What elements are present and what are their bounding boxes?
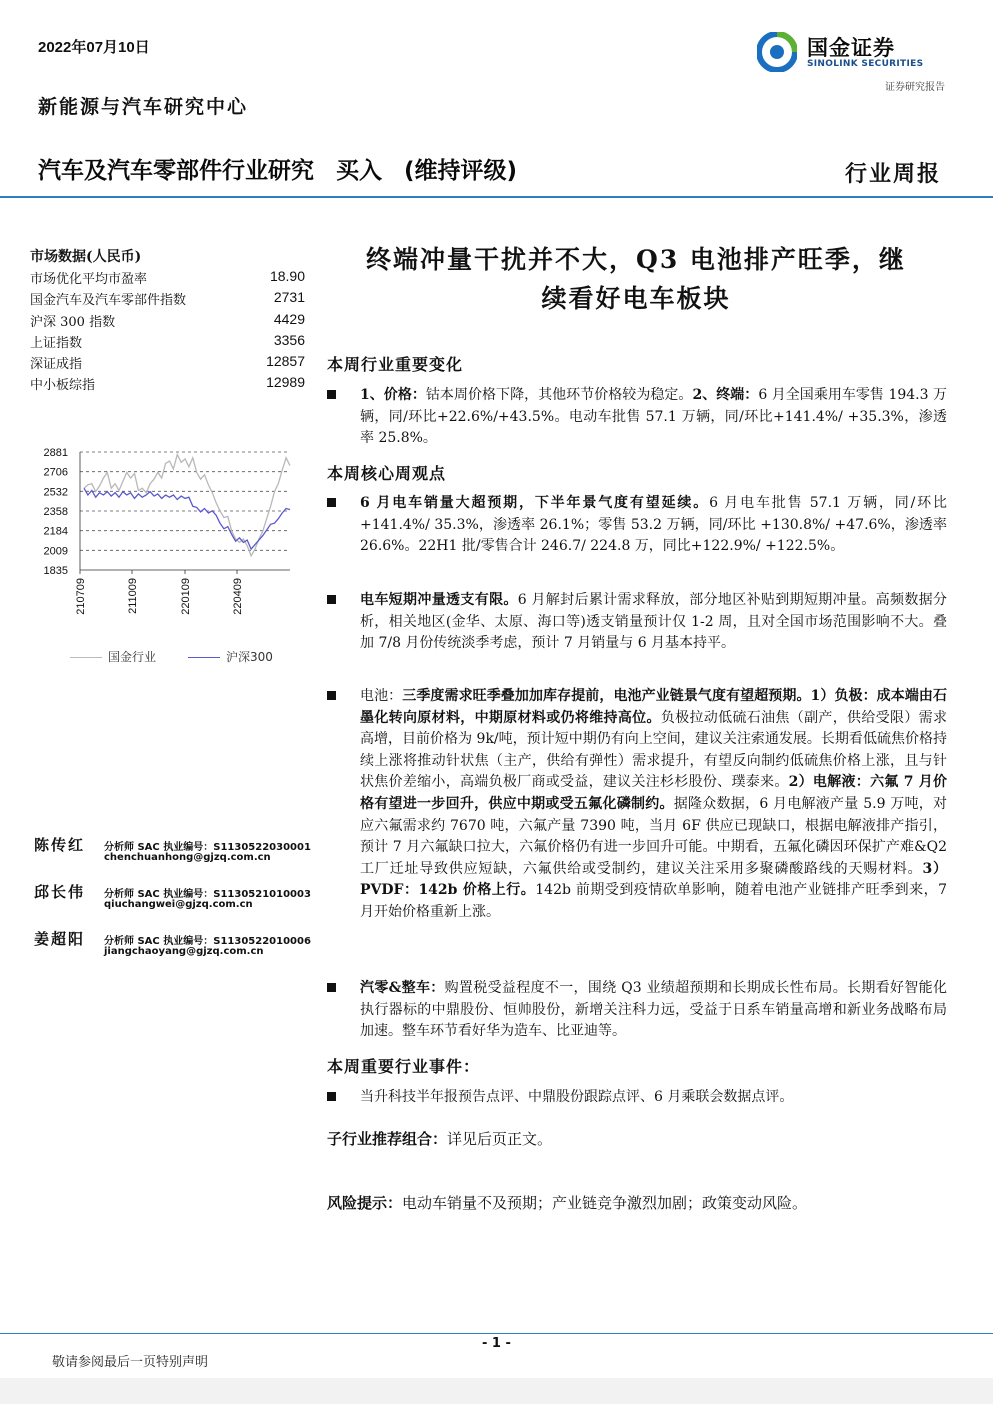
index-line-chart — [30, 440, 300, 640]
market-row-value: 3356 — [273, 332, 305, 348]
bullet-text: 当升科技半年报预告点评、中鼎股份跟踪点评、6 月乘联会数据点评。 — [360, 1089, 794, 1105]
logo-en-text: SINOLINK SECURITIES — [807, 59, 924, 69]
bullet-bold: 三季度需求旺季叠加加库存提前，电池产业链景气度有望超预期。1）负极：成本端由石墨化转向原材料，中期原材料或仍将维持高位。 — [360, 688, 948, 726]
market-row-label: 深证成指 — [30, 357, 83, 372]
market-row — [30, 353, 305, 374]
bullet-body: 据隆众数据，6 月电解液产量 5.9 万吨，对应六氟需求约 7670 吨，六氟产量 7390 吨，当月 6F 供应已现缺口，根据电解液排产指引，预计 7 月六氟缺口拉大，六氟价格仍有进一步回升可能。中期看，五氟化磷因环保扩产难&Q2 工厂迁址导致供应短缺，六氟供给或受制约，建议关注采用多聚磷酸路线的天赐材料。 — [360, 795, 947, 877]
bullet-bold: 3）PVDF：142b 价格上行。 — [360, 860, 947, 899]
bullet-square-icon — [327, 691, 336, 700]
y-tick-label: 2184 — [43, 525, 68, 538]
bullet-bold: 2、终端： — [692, 387, 759, 403]
headline-line: 续看好电车板块 — [541, 284, 731, 313]
bullet-square-icon — [327, 1092, 336, 1101]
footer-divider — [0, 1333, 993, 1334]
x-tick-label: 211009 — [127, 578, 139, 614]
bullet-body: 142b 前期受到疫情砍单影响，随着电池产业链排产旺季到来，7 月开始价格重新上涨。 — [360, 882, 947, 920]
risk-text: 电动车销量不及预期；产业链竞争激烈加剧；政策变动风险。 — [402, 1194, 808, 1212]
market-row-label: 中小板综指 — [30, 378, 96, 393]
logo-mark-icon — [757, 32, 797, 72]
y-tick-label: 1835 — [43, 565, 68, 577]
bullet-bold: 电车短期冲量透支有限。 — [360, 592, 518, 608]
rating: 买入 — [336, 158, 382, 184]
bullet-body: 6 月解封后累计需求释放，部分地区补贴到期短期冲量。高频数据分析，相关地区(金华、太原、海口等)透支销量预计仅 1-2 周，且对全国市场范围影响不大。叠加 7/8 月份传统淡季考虑，预计 7 月销量与 6 月基本持平。 — [360, 592, 948, 652]
bullet-bold: 6 月电车销量大超预期，下半年景气度有望延续。 — [360, 495, 710, 511]
y-tick-label: 2532 — [43, 486, 68, 499]
analyst-name: 陈传红 — [34, 836, 86, 854]
bullet-body: 电池： — [360, 688, 403, 704]
bullet-body: 购置税受益程度不一，围绕 Q3 业绩超预期和长期成长性布局。长期看好智能化执行器标的中鼎股份、恒帅股份，新增关注科力远，受益于日系车销量高增和新业务战略布局加速。整车环节看好华为造车、比亚迪等。 — [360, 980, 947, 1040]
legend-swatch — [188, 657, 220, 658]
y-tick-label: 2009 — [43, 545, 68, 558]
page-number: - 1 - — [482, 1336, 511, 1351]
analyst-card — [34, 881, 324, 927]
bullet-square-icon — [327, 390, 336, 399]
x-tick-label: 220109 — [180, 578, 192, 615]
report-category: 证券研究报告 — [885, 82, 945, 93]
research-center: 新能源与汽车研究中心 — [38, 96, 249, 118]
industry-title: 汽车及汽车零部件行业研究 — [38, 158, 314, 184]
section-title-changes: 本周行业重要变化 — [327, 355, 464, 374]
events-bullet — [327, 1087, 947, 1109]
market-row-label: 市场优化平均市盈率 — [30, 272, 148, 287]
market-row-label: 国金汽车及汽车零部件指数 — [30, 293, 187, 308]
market-row — [30, 268, 305, 289]
market-row-value: 4429 — [273, 311, 305, 327]
market-row-value: 18.90 — [269, 268, 305, 284]
logo-cn-text: 国金证券 — [807, 36, 895, 60]
bullet-text — [360, 978, 947, 1043]
bullet-text — [360, 686, 947, 924]
risk-line — [327, 1192, 807, 1213]
view-bullet — [327, 493, 947, 558]
report-date: 2022年07月10日 — [38, 39, 150, 56]
header-divider — [0, 196, 993, 198]
analyst-email[interactable]: chenchuanhong@gjzq.com.cn — [104, 852, 271, 863]
bullet-body: 负极拉动低硫石油焦（副产，供给受限）需求高增，目前价格为 9k/吨，预计短中期仍有向上空间，建议关注索通发展。长期看低硫焦价格持续上涨将推动针状焦（主产，供给有弹性）需求提升，有望反向制约低硫焦价格上涨，且与针状焦价差缩小，高端负极厂商或受益，建议关注杉杉股份、璞泰来。 — [360, 709, 948, 791]
analyst-name: 姜超阳 — [34, 930, 86, 948]
bullet-bold: 1、价格： — [360, 387, 426, 403]
footer-disclaimer: 敬请参阅最后一页特别声明 — [52, 1355, 209, 1370]
bullet-square-icon — [327, 983, 336, 992]
section-title-events: 本周重要行业事件： — [327, 1057, 481, 1076]
analyst-email[interactable]: qiuchangwei@gjzq.com.cn — [104, 899, 253, 910]
x-tick-label: 220409 — [232, 578, 244, 615]
market-row-value: 2731 — [273, 289, 305, 305]
bullet-text — [360, 590, 947, 655]
headline-line: 终端冲量干扰并不大，Q3 电池排产旺季，继 — [366, 245, 906, 274]
view-bullet — [327, 590, 947, 655]
bullet-square-icon — [327, 498, 336, 507]
bullet-body: 6 月电车批售 57.1 万辆，同/环比 +141.4%/ 35.3%，渗透率 26.1%；零售 53.2 万辆，同/环比 +130.8%/ +47.6%，渗透率 26.6%。22H1 批/零售合计 246.7/ 224.8 万，同比+122.9%/ +122.5%。 — [360, 495, 947, 555]
market-row-label: 上证指数 — [30, 336, 83, 351]
report-headline — [326, 240, 946, 318]
chart-legend — [70, 648, 310, 666]
legend-swatch — [70, 657, 102, 658]
legend-label: 沪深300 — [226, 650, 273, 664]
report-type: 行业周报 — [844, 161, 941, 187]
bullet-text — [360, 493, 947, 558]
legend-item — [70, 648, 156, 665]
rating-note: (维持评级) — [404, 158, 518, 184]
market-row — [30, 332, 305, 353]
legend-label: 国金行业 — [108, 650, 157, 664]
analyst-card — [34, 928, 324, 974]
analyst-email[interactable]: jiangchaoyang@gjzq.com.cn — [104, 946, 264, 957]
industry-title-line — [38, 152, 539, 185]
market-row-value: 12857 — [266, 353, 305, 369]
market-row — [30, 374, 305, 395]
analyst-license: 分析师 SAC 执业编号：S1130522030001 — [104, 842, 311, 853]
bullet-body: 6 月全国乘用车零售 194.3 万辆，同/环比+22.6%/+43.5%。电动车批售 57.1 万辆，同/环比+141.4%/ +35.3%，渗透率 25.8%。 — [360, 387, 947, 447]
bullet-body: 钴本周价格下降，其他环节价格较为稳定。 — [425, 387, 693, 403]
section-title-views: 本周核心周观点 — [327, 464, 447, 483]
view-bullet — [327, 686, 947, 924]
market-data-title: 市场数据(人民币) — [30, 249, 142, 265]
analyst-license: 分析师 SAC 执业编号：S1130522010006 — [104, 936, 311, 947]
y-tick-label: 2706 — [43, 466, 68, 479]
analyst-card — [34, 834, 324, 880]
bullet-square-icon — [327, 595, 336, 604]
y-tick-label: 2881 — [43, 447, 68, 459]
bullet-bold: 2）电解液：六氟 7 月价格有望进一步回升，供应中期或受五氟化磷制约。 — [360, 774, 947, 812]
y-tick-label: 2358 — [43, 506, 68, 518]
recommend-text: 详见后页正文。 — [447, 1130, 553, 1148]
changes-bullet — [327, 385, 947, 450]
x-tick-label: 210709 — [75, 578, 87, 615]
series-line — [84, 488, 290, 549]
view-bullet — [327, 978, 947, 1043]
company-logo — [757, 32, 947, 78]
bullet-text — [360, 385, 947, 450]
analyst-license: 分析师 SAC 执业编号：S1130521010003 — [104, 889, 311, 900]
market-row-label: 沪深 300 指数 — [30, 315, 116, 330]
recommend-line — [327, 1128, 552, 1149]
bullet-bold: 汽零&整车： — [360, 980, 445, 996]
recommend-label: 子行业推荐组合： — [327, 1130, 448, 1148]
market-row-value: 12989 — [266, 374, 305, 390]
bottom-band — [0, 1378, 993, 1404]
legend-item — [188, 648, 273, 665]
analyst-name: 邱长伟 — [34, 883, 86, 901]
market-row — [30, 311, 305, 332]
market-row — [30, 289, 305, 310]
risk-label: 风险提示： — [327, 1194, 403, 1212]
